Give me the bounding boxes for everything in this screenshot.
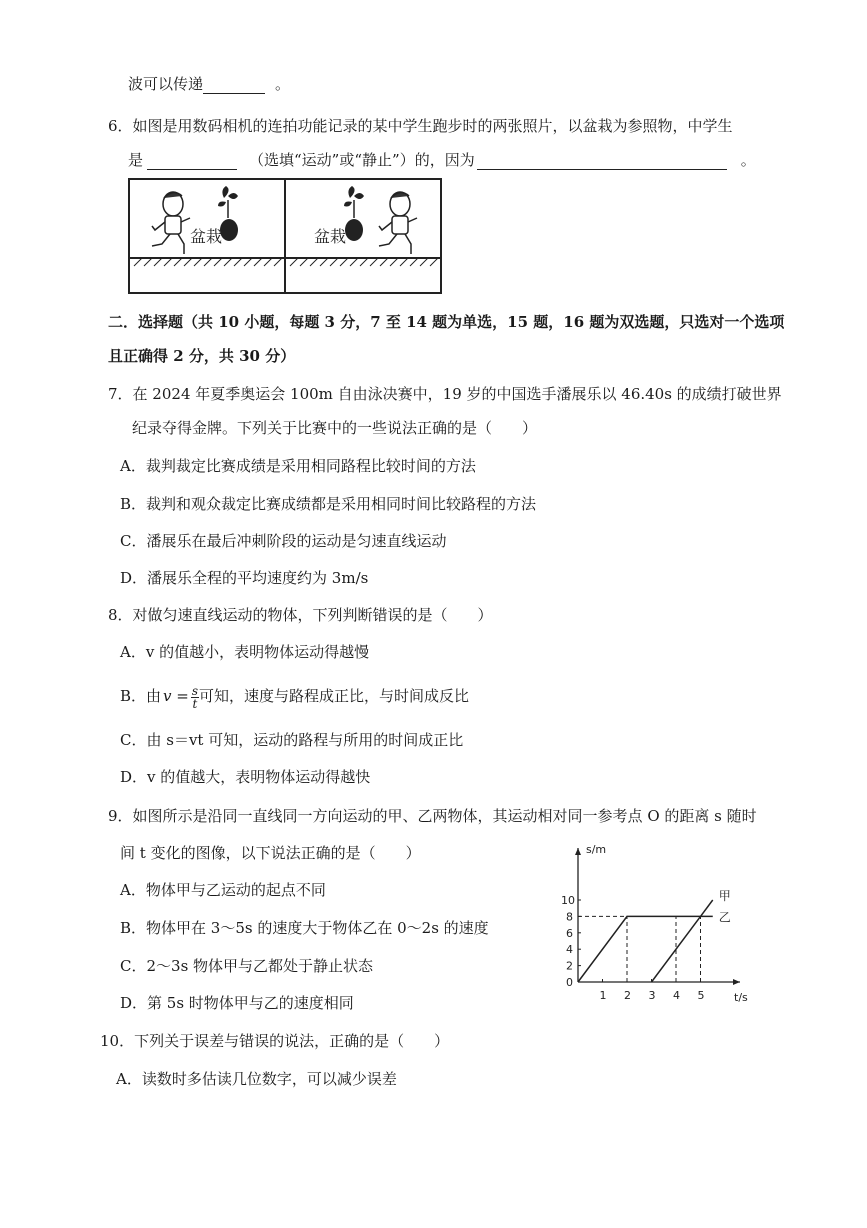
q8-option-a[interactable]: A．v 的值越小，表明物体运动得越慢 [120,643,370,661]
q9-st-chart [540,838,762,1006]
q9-option-a[interactable]: A．物体甲与乙运动的起点不同 [120,881,326,899]
q8-option-b[interactable] [120,682,469,710]
series-label-yi: 乙 [718,910,731,925]
q6-line2-end: 。 [740,151,756,169]
q6-blank-1[interactable] [147,153,237,170]
q8-option-b-post: 可知，速度与路程成正比，与时间成反比 [199,687,470,705]
y-tick-label: 2 [566,959,573,973]
x-tick-label: 1 [599,989,607,1002]
fraction-denominator: t [192,696,198,711]
q10-stem: 10．下列关于误差与错误的说法，正确的是（ ） [100,1032,450,1050]
x-tick-label: 2 [624,989,631,1002]
q9-stem-line1: 9．如图所示是沿同一直线同一方向运动的甲、乙两物体，其运动相对同一参考点 O 的距离 s 随时 [108,807,757,825]
q7-option-c[interactable]: C．潘展乐在最后冲刺阶段的运动是匀速直线运动 [120,532,447,550]
q6-blank-2[interactable] [477,153,727,170]
q5-tail [128,74,290,94]
y-tick-label: 8 [566,910,573,924]
section2-heading-line2: 且正确得 2 分，共 30 分） [108,347,296,365]
series-label-jia: 甲 [718,889,731,903]
q6-stem-line2 [128,150,756,170]
q9-stem-line2: 间 t 变化的图像，以下说法正确的是（ ） [120,844,421,862]
q5-tail-text: 波可以传递 [128,75,204,93]
q8-stem: 8．对做匀速直线运动的物体，下列判断错误的是（ ） [108,606,493,624]
origin-label: 0 [566,976,573,989]
q10-option-a[interactable]: A．读数时多估读几位数字，可以减少误差 [116,1070,397,1088]
q9-option-b[interactable]: B．物体甲在 3～5s 的速度大于物体乙在 0～2s 的速度 [120,919,489,937]
series-line-jia [652,900,713,982]
q9-option-c[interactable]: C．2～3s 物体甲与乙都处于静止状态 [120,957,374,975]
x-tick-label: 3 [648,989,656,1002]
q9-option-d[interactable]: D．第 5s 时物体甲与乙的速度相同 [120,994,354,1012]
q5-answer-blank[interactable] [203,77,265,94]
q8-option-d[interactable]: D．v 的值越大，表明物体运动得越快 [120,768,371,786]
x-axis-arrow-icon [733,979,740,985]
q6-photo-figure [128,178,442,294]
q8-option-b-pre: B．由 [120,687,162,705]
q7-option-a[interactable]: A．裁判裁定比赛成绩是采用相同路程比较时间的方法 [120,457,476,475]
q7-stem-line1: 7．在 2024 年夏季奥运会 100m 自由泳决赛中，19 岁的中国选手潘展乐以 46.40s 的成绩打破世界 [108,385,782,403]
q6-line2-a: 是 [128,151,144,169]
fraction-numerator: s [191,683,199,698]
q8-formula-v: v = [163,687,189,705]
photo-label-right: 盆栽 [314,227,347,246]
y-axis-arrow-icon [575,848,581,855]
x-tick-label: 5 [697,989,705,1002]
q7-option-b[interactable]: B．裁判和观众裁定比赛成绩都是采用相同时间比较路程的方法 [120,495,537,513]
y-axis-label: s/m [586,843,607,856]
x-axis-label: t/s [734,991,748,1004]
q5-tail-end: 。 [275,75,291,93]
q6-line2-b: （选填“运动”或“静止”）的，因为 [249,151,475,169]
y-tick-label: 10 [561,894,575,907]
photo-label-left: 盆栽 [190,227,223,246]
section2-heading-line1: 二．选择题（共 10 小题，每题 3 分，7 至 14 题为单选，15 题，16 题为双选题，只选对一个选项 [108,313,785,331]
q8-option-c[interactable]: C．由 s＝vt 可知，运动的路程与所用的时间成正比 [120,731,464,749]
q7-stem-line2: 纪录夺得金牌。下列关于比赛中的一些说法正确的是（ ） [132,419,538,437]
y-tick-label: 6 [566,926,573,940]
q8-formula-fraction [191,685,199,710]
y-tick-label: 4 [566,943,573,957]
x-tick-label: 4 [673,989,680,1002]
q6-stem-line1: 6．如图是用数码相机的连拍功能记录的某中学生跑步时的两张照片，以盆栽为参照物，中学生 [108,117,733,135]
q7-option-d[interactable]: D．潘展乐全程的平均速度约为 3m/s [120,569,369,587]
